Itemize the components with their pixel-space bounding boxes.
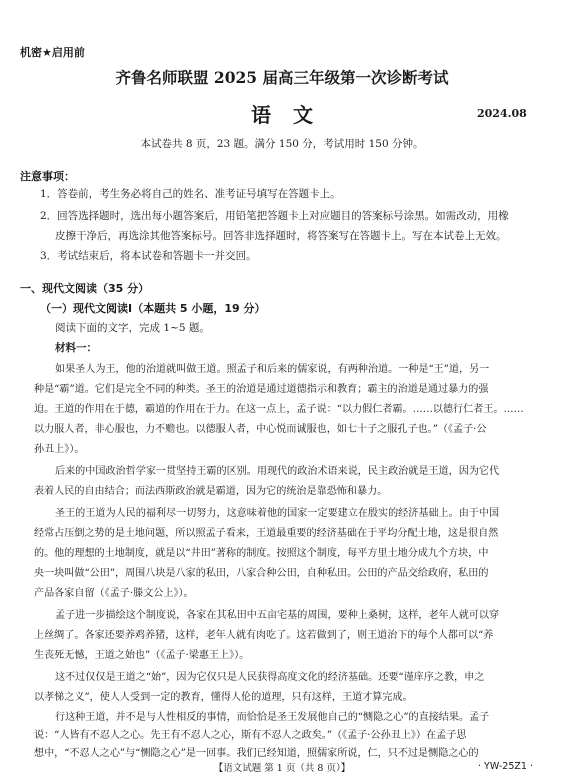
passage-line: 经常占压倒之势的是土地问题，所以照孟子看来，王道最重要的经济基础在于平均分配土地，这是很自然 [34, 528, 499, 539]
passage-line: 孟子进一步描绘这个制度说，各家在其私田中五亩宅基的周围，要种上桑树，这样，老年人就可以穿 [55, 610, 500, 621]
passage-line: 圣王的王道为人民的福利尽一切努力，这意味着他的国家一定要建立在殷实的经济基础上。由于中国 [55, 508, 500, 519]
subject-title: 语文 [251, 103, 335, 127]
passage-line: 上丝绸了。各家还要养鸡养猪，这样，老年人就有肉吃了。这若做到了，则王道治下的每个人都可以“养 [34, 630, 494, 641]
passage-line: 种是“霸”道。它们是完全不同的种类。圣王的治道是通过道德指示和教育；霸主的治道是通过暴力的强 [34, 384, 489, 395]
exam-info: 本试卷共 8 页，23 题。满分 150 分，考试用时 150 分钟。 [140, 138, 424, 150]
passage-line: 以力服人者，非心服也，力不赡也。以德服人者，中心悦而诚服也，如七十子之服孔子也。”（《孟子·公 [34, 424, 487, 435]
notice-item-2: 2．回答选择题时，选出每小题答案后，用铅笔把答题卡上对应题目的答案标号涂黑。如需改动，用橡 [40, 210, 509, 222]
passage-line: 迫。王道的作用在于德，霸道的作用在于力。在这一点上，孟子说：“以力假仁者霸。……以德行仁者王。…… [34, 404, 524, 415]
passage-line: 这不过仅仅是王道之“始”，因为它仅只是人民获得高度文化的经济基础。还要“谨庠序之教，申之 [55, 672, 485, 683]
paper-code: · YW-25Z1 · [478, 761, 533, 772]
passage-line: 孙丑上》）。 [34, 444, 85, 455]
passage-line: 央一块叫做“公田”，周围八块是八家的私田，八家合种公田，自种私田。公田的产品交给政府，私田的 [34, 568, 489, 579]
passage-line: 行这种王道，并不是与人性相反的事情，而恰恰是圣王发展他自己的“恻隐之心”的直接结果。孟子 [55, 712, 490, 723]
subsection-heading: （一）现代文阅读Ⅰ（本题共 5 小题，19 分） [40, 302, 266, 315]
notice-heading: 注意事项： [20, 170, 75, 183]
passage-line: 产品各家自留（《孟子·滕文公上》）。 [34, 588, 194, 599]
passage-line: 如果圣人为王，他的治道就叫做王道。照孟子和后来的儒家说，有两种治道。一种是“王”道，另一 [55, 364, 490, 375]
reading-prompt: 阅读下面的文字，完成 1~5 题。 [55, 322, 210, 334]
passage-line: 生丧死无憾，王道之始也”（《孟子·梁惠王上》）。 [34, 650, 250, 661]
exam-date: 2024.08 [477, 107, 527, 120]
passage-line: 的。他的理想的土地制度，就是以“井田”著称的制度。按照这个制度，每平方里土地分成九个方块，中 [34, 548, 489, 559]
passage-line: 以孝悌之义”，使人人受到一定的教育，懂得人伦的道理，只有这样，王道才算完成。 [34, 692, 413, 703]
page-footer: 【语文试题 第 1 页（共 8 页）】 [213, 763, 351, 774]
notice-item-3: 3．考试结束后，将本试卷和答题卡一并交回。 [40, 250, 257, 262]
notice-item-1: 1．答卷前，考生务必将自己的姓名、准考证号填写在答题卡上。 [40, 188, 341, 200]
passage-line: 想中，“不忍人之心”与“恻隐之心”是一回事。我们已经知道，照儒家所说，仁，只不过是恻隐之心的 [34, 748, 479, 759]
passage-line: 说：“人皆有不忍人之心。先王有不忍人之心，斯有不忍人之政矣。”（《孟子·公孙丑上》）在孟子思 [34, 730, 467, 741]
section-heading: 一、现代文阅读（35 分） [20, 282, 150, 295]
material-label: 材料一： [55, 342, 97, 354]
exam-title: 齐鲁名师联盟 2025 届高三年级第一次诊断考试 [115, 68, 449, 87]
notice-item-2-cont: 皮擦干净后，再选涂其他答案标号。回答非选择题时，将答案写在答题卡上。写在本试卷上无效。 [55, 230, 507, 242]
passage-line: 后来的中国政治哲学家一贯坚持王霸的区别。用现代的政治术语来说，民主政治就是王道，因为它代 [55, 466, 500, 477]
confidential-label: 机密★启用前 [20, 46, 85, 59]
passage-line: 表着人民的自由结合；而法西斯政治就是霸道，因为它的统治是靠恐怖和暴力。 [34, 486, 388, 497]
